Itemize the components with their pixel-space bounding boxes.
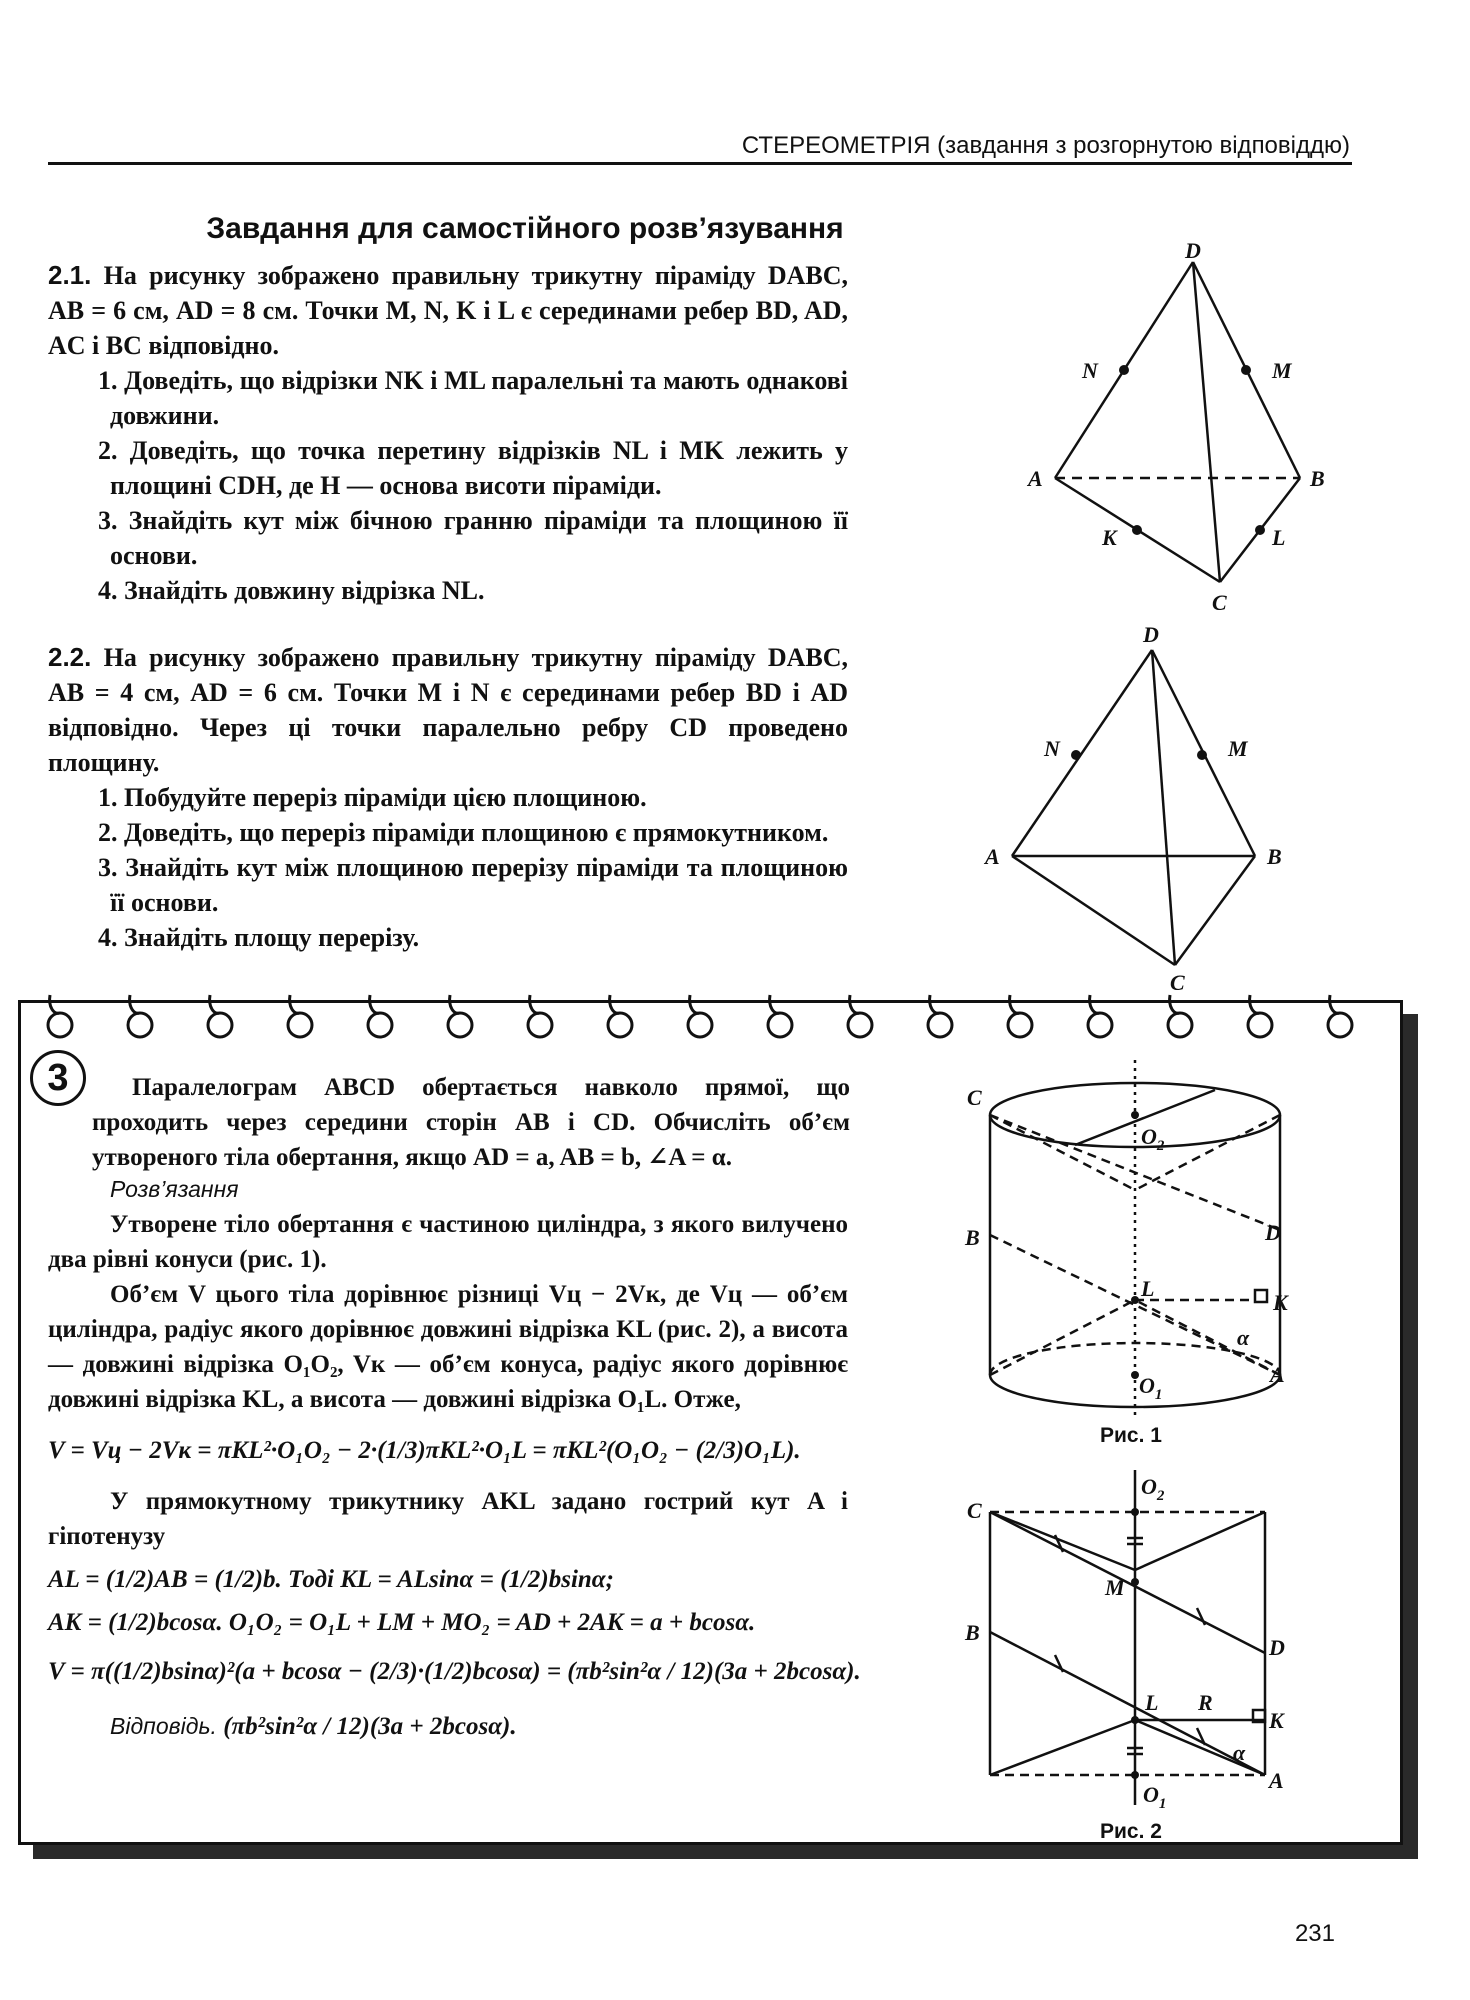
label-N: N	[1044, 736, 1060, 761]
example-3-solution	[48, 1172, 861, 1744]
label-B: B	[965, 1225, 980, 1250]
label-A: A	[1028, 466, 1043, 491]
formula-volume: V = Vц − 2Vк = πKL²·O₁O₂ − 2·(1/3)πKL²·O₁L = πKL²(O₁O₂ − (2/3)O₁L).	[48, 1437, 801, 1464]
label-O1: $O_1$	[1139, 1373, 1163, 1403]
label-L: L	[1145, 1690, 1159, 1715]
task-item: 4. Знайдіть довжину відрізка NL.	[98, 576, 485, 605]
pyramid-figure-2-1	[1010, 240, 1370, 620]
label-D: D	[1185, 238, 1201, 263]
label-O2: $O_2$	[1141, 1474, 1165, 1504]
solution-paragraph: Об’єм V цього тіла дорівнює різниці Vц − 2Vк, де Vц — об’єм циліндра, радіус якого дорівнює довжині відрізка KL (рис. 2), а висота — довжині відрізка O₁O₂, Vк — об’єм конуса, радіус якого дорівнює довжині відрізка KL, а висота — довжині відрізка O₁L. Отже,	[48, 1281, 848, 1413]
label-K: K	[1273, 1290, 1288, 1315]
task-item: 2. Доведіть, що точка перетину відрізків NL і MK лежить у площині CDH, де H — основа висоти піраміди.	[98, 436, 848, 500]
problem-number: 2.1.	[48, 260, 92, 290]
problem-2-2	[48, 640, 848, 955]
section-title: Завдання для самостійного розв’язування	[206, 212, 844, 245]
label-A: A	[1269, 1768, 1284, 1793]
formula-kl: AL = (1/2)AB = (1/2)b. Тоді KL = ALsinα = (1/2)bsinα;	[48, 1566, 614, 1593]
problem-number: 2.2.	[48, 642, 92, 672]
example-number-badge: 3	[30, 1050, 86, 1106]
label-C: C	[1212, 590, 1227, 615]
task-item: 2. Доведіть, що переріз піраміди площиною є прямокутником.	[98, 818, 829, 847]
label-O2: $O_2$	[1141, 1124, 1165, 1154]
figure-2-caption: Рис. 2	[1100, 1820, 1162, 1843]
label-M: M	[1105, 1575, 1125, 1600]
label-B: B	[1267, 844, 1282, 869]
pyramid-figure-2-2	[980, 620, 1310, 995]
label-O1: $O_1$	[1143, 1782, 1167, 1812]
answer-line	[48, 1709, 848, 1744]
problem-2-1	[48, 258, 848, 608]
label-L: L	[1272, 525, 1286, 550]
answer-label: Відповідь.	[110, 1713, 217, 1739]
example-3-statement	[92, 1070, 850, 1175]
page-number: 231	[1294, 1920, 1335, 1947]
label-M: M	[1272, 358, 1292, 383]
statement-text: Паралелограм ABCD обертається навколо прямої, що проходить через середини сторін AB і CD. Обчисліть об’єм утвореного тіла обертання, якщо AD = a, AB = b, ∠A = α.	[92, 1074, 850, 1171]
formula-o1o2: AK = (1/2)bcosα. O₁O₂ = O₁L + LM + MO₂ = AD + 2AK = a + bcosα.	[48, 1609, 756, 1636]
answer-formula: (πb²sin²α / 12)(3a + 2bcosα).	[223, 1713, 517, 1740]
section-figure-2	[965, 1470, 1295, 1815]
label-alpha: α	[1233, 1740, 1246, 1765]
label-B: B	[1310, 466, 1325, 491]
label-R: R	[1198, 1690, 1213, 1715]
label-B: B	[965, 1620, 980, 1645]
figure-1-caption: Рис. 1	[1100, 1424, 1162, 1447]
label-L: L	[1141, 1276, 1155, 1301]
task-item: 1. Побудуйте переріз піраміди цією площиною.	[98, 783, 647, 812]
statement-text: На рисунку зображено правильну трикутну піраміду DABC, AB = 6 см, AD = 8 см. Точки M, N, K і L є серединами ребер BD, AD, AC і BC відповідно.	[48, 261, 849, 360]
label-N: N	[1082, 358, 1098, 383]
header-divider	[48, 162, 1352, 165]
spiral-rings	[18, 985, 1403, 1045]
label-D: D	[1269, 1635, 1285, 1660]
task-item: 3. Знайдіть кут між бічною гранню піраміди та площиною її основи.	[98, 506, 848, 570]
task-item: 1. Доведіть, що відрізки NK і ML паралельні та мають однакові довжини.	[98, 366, 848, 430]
label-C: C	[967, 1085, 982, 1110]
task-item: 3. Знайдіть кут між площиною перерізу піраміди та площиною її основи.	[98, 853, 848, 917]
formula-final: V = π((1/2)bsinα)²(a + bcosα − (2/3)·(1/2)bcosα) = (πb²sin²α / 12)(3a + 2bcosα).	[48, 1658, 861, 1685]
solution-paragraph: У прямокутному трикутнику AKL задано гострий кут A і гіпотенузу	[48, 1488, 848, 1550]
label-C: C	[967, 1498, 982, 1523]
label-M: M	[1228, 736, 1248, 761]
problem-2-2-statement	[48, 640, 848, 780]
cylinder-figure-1	[965, 1060, 1295, 1460]
task-list	[48, 780, 848, 955]
label-K: K	[1102, 525, 1117, 550]
task-list	[48, 363, 848, 608]
label-alpha: α	[1237, 1325, 1250, 1350]
solution-paragraph: Утворене тіло обертання є частиною циліндра, з якого вилучено два рівні конуси (рис. 1).	[48, 1211, 848, 1273]
running-header: СТЕРЕОМЕТРІЯ (завдання з розгорнутою відповіддю)	[741, 132, 1350, 159]
label-C: C	[1170, 970, 1185, 995]
label-D: D	[1265, 1220, 1281, 1245]
label-D: D	[1143, 622, 1159, 647]
statement-text: На рисунку зображено правильну трикутну піраміду DABC, AB = 4 см, AD = 6 см. Точки M і N є серединами ребер BD і AD відповідно. Через ці точки паралельно ребру CD проведено площину.	[48, 643, 849, 777]
task-item: 4. Знайдіть площу перерізу.	[98, 923, 420, 952]
problem-2-1-statement	[48, 258, 848, 363]
label-A: A	[985, 844, 1000, 869]
label-K: K	[1269, 1708, 1284, 1733]
label-A: A	[1270, 1362, 1285, 1387]
solution-heading: Розв’язання	[110, 1176, 239, 1202]
